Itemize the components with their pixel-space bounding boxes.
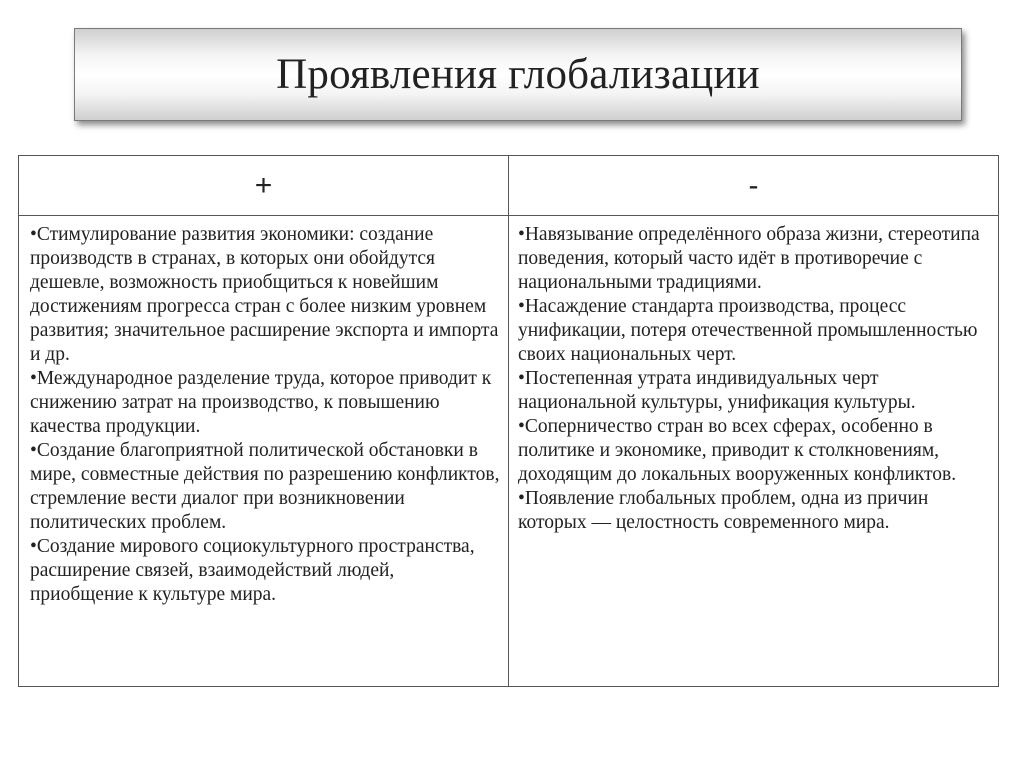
header-minus: - bbox=[748, 168, 759, 202]
plus-item: •Создание благоприятной политической обстановки в мире, совместные действия по разрешению конфликтов, стремление вести диалог при возникновении политических проблем. bbox=[30, 440, 500, 533]
plus-item: •Международное разделение труда, которое приводит к снижению затрат на производство, к повышению качества продукции. bbox=[30, 368, 492, 437]
minus-item: •Навязывание определённого образа жизни, стереотипа поведения, который часто идёт в противоречие с национальными традициями. bbox=[518, 224, 980, 293]
plus-item: •Создание мирового социокультурного пространства, расширение связей, взаимодействий людей, приобщение к культуре мира. bbox=[30, 536, 475, 605]
minus-item: •Постепенная утрата индивидуальных черт национальной культуры, унификация культуры. bbox=[518, 368, 916, 413]
header-plus: + bbox=[254, 168, 273, 202]
plus-item: •Стимулирование развития экономики: создание производств в странах, в которых они обойдутся дешевле, возможность приобщиться к новейшим достижениям прогресса стран с более низким уровнем развития; значительное расширение экспорта и импорта и др. bbox=[30, 224, 499, 365]
title-banner bbox=[74, 28, 962, 121]
page-title: Проявления глобализации bbox=[276, 51, 760, 98]
minus-item: •Насаждение стандарта производства, процесс унификации, потеря отечественной промышленностью своих национальных черт. bbox=[518, 296, 978, 365]
comparison-table bbox=[18, 155, 999, 687]
minus-cell bbox=[518, 223, 988, 535]
plus-cell bbox=[30, 223, 500, 607]
minus-item: •Соперничество стран во всех сферах, особенно в политике и экономике, приводит к столкновениям, доходящим до локальных вооруженных конфликтов. bbox=[518, 416, 957, 485]
column-divider bbox=[508, 156, 509, 686]
header-divider bbox=[19, 215, 998, 216]
minus-item: •Появление глобальных проблем, одна из причин которых — целостность современного мира. bbox=[518, 488, 929, 533]
